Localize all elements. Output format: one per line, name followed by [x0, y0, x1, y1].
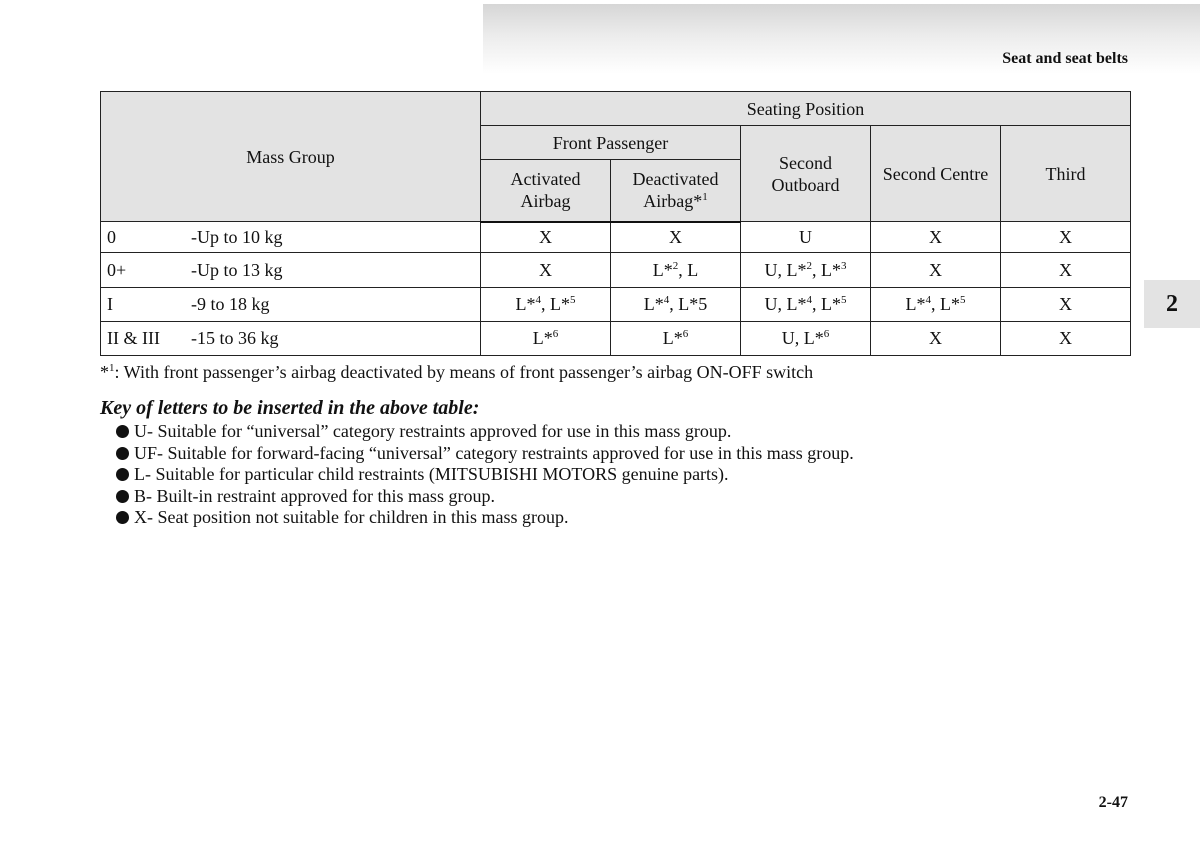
mass-range: -15 to 36 kg — [191, 328, 279, 348]
cell-second-centre: X — [871, 222, 1001, 253]
cell-deactivated: X — [611, 222, 741, 253]
child-restraint-table — [100, 91, 1131, 356]
bullet-icon — [116, 490, 129, 503]
list-item: U- Suitable for “universal” category restraints approved for use in this mass group. — [116, 421, 854, 443]
mass-group-cell — [101, 288, 481, 322]
cell-third: X — [1001, 288, 1131, 322]
cell-deactivated: L*$^6$ — [611, 322, 741, 356]
mass-range: -9 to 18 kg — [191, 294, 270, 314]
activated-airbag-header: Activated Airbag — [481, 160, 611, 222]
bullet-icon — [116, 468, 129, 481]
page-number: 2-47 — [1098, 794, 1128, 811]
mass-group-cell — [101, 253, 481, 288]
table-row — [101, 222, 1131, 253]
bullet-icon — [116, 511, 129, 524]
third-header: Third — [1001, 126, 1131, 222]
cell-second-centre: X — [871, 322, 1001, 356]
cell-second-outboard: U — [741, 222, 871, 253]
list-item: L- Suitable for particular child restraints (MITSUBISHI MOTORS genuine parts). — [116, 464, 854, 486]
cell-activated: L*$^6$ — [481, 322, 611, 356]
group-label: I — [107, 294, 113, 314]
cell-activated: X — [481, 222, 611, 253]
cell-second-outboard: U, L*$^2$, L*$^3$ — [741, 253, 871, 288]
group-label: II & III — [107, 328, 160, 348]
chapter-tab — [1144, 280, 1200, 328]
section-title: Seat and seat belts — [1002, 50, 1128, 67]
mass-range: -Up to 10 kg — [191, 226, 283, 247]
table-body — [101, 222, 1131, 356]
cell-activated: X — [481, 253, 611, 288]
bullet-icon — [116, 447, 129, 460]
mass-group-cell — [101, 222, 481, 253]
cell-second-outboard: U, L*$^4$, L*$^5$ — [741, 288, 871, 322]
cell-third: X — [1001, 222, 1131, 253]
list-item: B- Built-in restraint approved for this mass group. — [116, 486, 854, 508]
cell-third: X — [1001, 253, 1131, 288]
cell-deactivated: L*$^4$, L*5 — [611, 288, 741, 322]
table-header-row — [101, 92, 1131, 126]
group-label: 0+ — [107, 259, 127, 280]
seating-position-header: Seating Position — [481, 92, 1131, 126]
front-passenger-header: Front Passenger — [481, 126, 741, 160]
chapter-number: 2 — [1166, 290, 1178, 317]
key-title: Key of letters to be inserted in the above table: — [100, 397, 480, 419]
mass-range: -Up to 13 kg — [191, 259, 283, 280]
table-row — [101, 288, 1131, 322]
footnote: *$^1$: With front passenger’s airbag deactivated by means of front passenger’s airbag ON-OFF switch — [100, 362, 814, 382]
cell-second-centre: L*$^4$, L*$^5$ — [871, 288, 1001, 322]
list-item: X- Seat position not suitable for children in this mass group. — [116, 507, 854, 529]
second-centre-header: Second Centre — [871, 126, 1001, 222]
bullet-icon — [116, 425, 129, 438]
cell-activated: L*$^4$, L*$^5$ — [481, 288, 611, 322]
table-row — [101, 253, 1131, 288]
cell-third: X — [1001, 322, 1131, 356]
second-outboard-header: Second Outboard — [741, 126, 871, 222]
group-label: 0 — [107, 226, 116, 247]
mass-group-cell — [101, 322, 481, 356]
mass-group-header: Mass Group — [101, 92, 481, 222]
list-item: UF- Suitable for forward-facing “universal” category restraints approved for use in this mass group. — [116, 443, 854, 465]
table-row — [101, 322, 1131, 356]
key-list — [116, 421, 854, 529]
cell-second-outboard: U, L*$^6$ — [741, 322, 871, 356]
cell-second-centre: X — [871, 253, 1001, 288]
cell-deactivated: L*$^2$, L — [611, 253, 741, 288]
deactivated-airbag-header: Deactivated Airbag*$^1$ — [611, 160, 741, 222]
